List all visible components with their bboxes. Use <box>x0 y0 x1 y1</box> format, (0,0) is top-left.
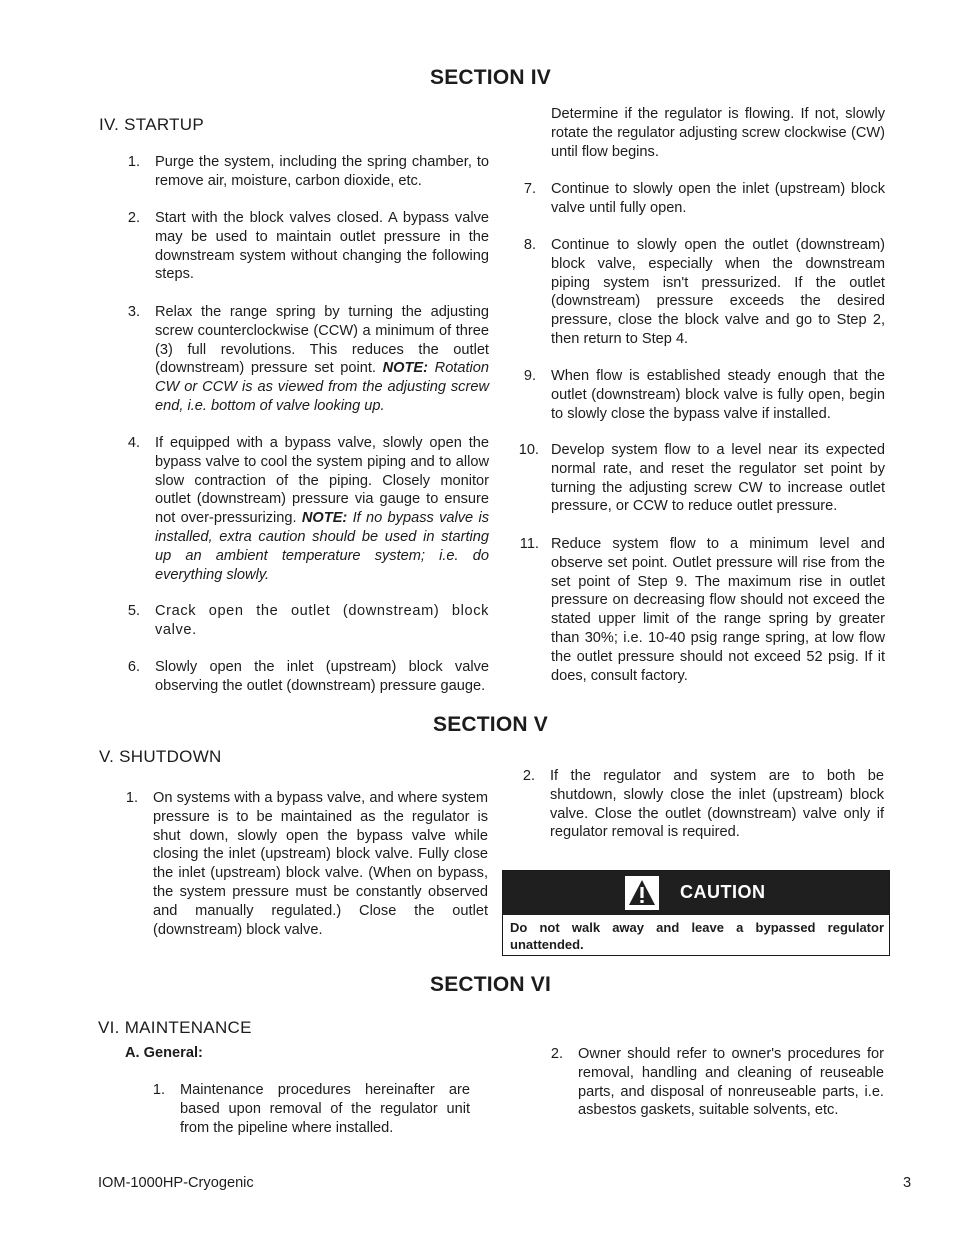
item-number: 2. <box>127 210 140 226</box>
shutdown-heading: V. SHUTDOWN <box>99 747 222 766</box>
caution-text: Do not walk away and leave a bypassed regulator unattended. <box>510 920 884 952</box>
item-text: Reduce system flow to a minimum level and observe set point. Outlet pressure will rise from the set point of Step 9. The maximum rise in outlet pressure on decreasing flow should not exceed the stated upper limit of the range spring by greater than 30%; i.e. 10-40 psig range spring, at low flow the outlet pressure should not exceed 52 psig. If it does, consult factory. <box>551 536 885 684</box>
item-number: 2. <box>550 1046 563 1062</box>
item-text-with-note <box>155 303 489 416</box>
item-number: 7. <box>523 181 536 197</box>
item-text: Start with the block valves closed. A bypass valve may be used to maintain outlet pressure in the downstream system without changing the following steps. <box>155 210 489 283</box>
section-vi-title: SECTION VI <box>429 973 552 996</box>
item-text: On systems with a bypass valve, and where system pressure is to be maintained as the regulator is shut down, slowly open the bypass valve while closing the inlet (upstream) block valve. Fully close the inlet (upstream) block valve. (When on bypass, the system pressure must be constantly observed and manually regulated.) Close the outlet (downstream) block valve. <box>153 790 488 938</box>
item-text: When flow is established steady enough that the outlet (downstream) block valve is fully open, begin to slowly close the bypass valve if installed. <box>551 368 885 422</box>
warning-triangle-icon <box>625 876 659 910</box>
page-number: 3 <box>903 1175 912 1191</box>
item-number: 8. <box>523 237 536 253</box>
item-number: 4. <box>127 435 140 451</box>
item-text: Determine if the regulator is flowing. If not, slowly rotate the regulator adjusting screw clockwise (CW) until flow begins. <box>551 106 885 160</box>
section-v-title: SECTION V <box>433 713 548 736</box>
note-text: Rotation CW or CCW is as viewed from the adjusting screw end, i.e. bottom of valve looking up. <box>155 360 490 414</box>
item-text-with-note <box>155 434 489 584</box>
item-text: Continue to slowly open the inlet (upstream) block valve until fully open. <box>551 181 885 216</box>
caution-header <box>503 871 889 915</box>
item-number: 1. <box>127 154 140 170</box>
item-text: Relax the range spring by turning the adjusting screw counterclockwise (CCW) a minimum of three (3) full revolutions. This reduces the outlet (downstream) pressure set point. <box>155 304 489 377</box>
item-number: 5. <box>127 603 140 619</box>
item-text: Crack open the outlet (downstream) block valve. <box>155 603 489 638</box>
item-text: If the regulator and system are to both be shutdown, slowly close the inlet (upstream) block valve. Close the outlet (downstream) valve only if regulator removal is required. <box>550 768 884 841</box>
item-text: Purge the system, including the spring chamber, to remove air, moisture, carbon dioxide, etc. <box>155 154 489 189</box>
item-number: 3. <box>127 304 140 320</box>
item-text: Owner should refer to owner's procedures for removal, handling and cleaning of reuseable parts, and disposal of nonreuseable parts, i.e. asbestos gaskets, suitable solvents, etc. <box>578 1046 884 1119</box>
item-text: Slowly open the inlet (upstream) block valve observing the outlet (downstream) pressure gauge. <box>155 659 489 694</box>
item-number: 10. <box>518 442 539 458</box>
maintenance-heading: VI. MAINTENANCE <box>98 1018 252 1037</box>
item-text: Continue to slowly open the outlet (downstream) block valve, especially when the downstream piping system isn't pressurized. If the outlet (downstream) pressure exceeds the desired pressure, close the block valve and go to Step 2, then return to Step 4. <box>551 237 885 347</box>
document-id: IOM-1000HP-Cryogenic <box>98 1175 254 1191</box>
item-number: 9. <box>523 368 536 384</box>
startup-heading: IV. STARTUP <box>99 115 205 134</box>
caution-box <box>502 870 890 956</box>
section-iv-title: SECTION IV <box>429 66 552 89</box>
item-number: 6. <box>127 659 140 675</box>
item-text: Develop system flow to a level near its expected normal rate, and reset the regulator set point by turning the adjusting screw CW to increase outlet pressure, or CCW to reduce outlet pressure. <box>551 442 885 515</box>
item-number: 1. <box>152 1082 165 1098</box>
general-subheading: A. General: <box>125 1045 203 1061</box>
note-label: NOTE: <box>301 510 348 527</box>
item-text: If equipped with a bypass valve, slowly open the bypass valve to cool the system piping and to allow slow contraction of the piping. Closely monitor outlet (downstream) pressure via gauge to ensure not over-pressurizing. <box>155 435 489 527</box>
caution-label: CAUTION <box>680 882 766 902</box>
item-text: Maintenance procedures hereinafter are based upon removal of the regulator unit from the pipeline where installed. <box>180 1082 470 1136</box>
note-text: If no bypass valve is installed, extra caution should be used in starting up an ambient temperature system; i.e. do everything slowly. <box>155 510 489 583</box>
item-number: 11. <box>519 536 539 552</box>
note-label: NOTE: <box>382 360 429 377</box>
item-number: 1. <box>125 790 138 806</box>
item-number: 2. <box>522 768 535 784</box>
